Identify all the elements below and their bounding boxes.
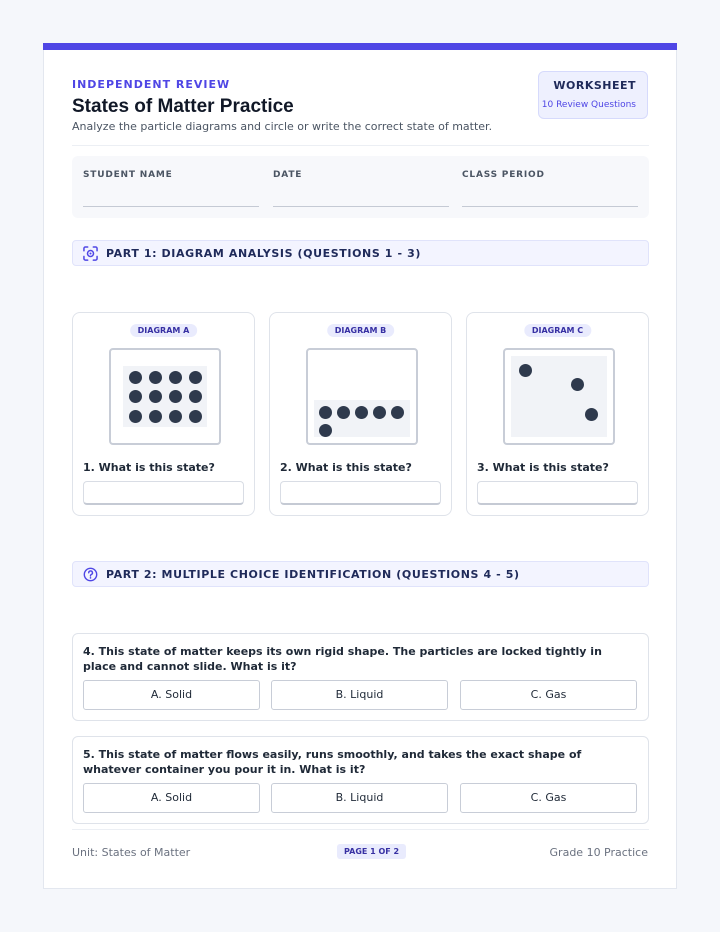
particle [149,390,162,403]
particle [189,410,202,423]
diagram-card-a [72,312,255,516]
particle-box-solid [109,348,221,445]
particle [149,410,162,423]
page-subtitle: Analyze the particle diagrams and circle or write the correct state of matter. [72,120,493,133]
answer-box-2[interactable] [280,481,441,505]
question-3: 3. What is this state? [477,461,609,474]
field-label: CLASS PERIOD [462,170,545,180]
page-title: States of Matter Practice [72,96,294,117]
question-1: 1. What is this state? [83,461,215,474]
question-2: 2. What is this state? [280,461,412,474]
field-line [273,206,449,207]
part-1-title: PART 1: DIAGRAM ANALYSIS (QUESTIONS 1 - 3) [106,247,421,260]
particle [129,410,142,423]
class-period-field[interactable] [462,170,638,180]
question-5-card [72,736,649,824]
part-2-title: PART 2: MULTIPLE CHOICE IDENTIFICATION (QUESTIONS 4 - 5) [106,568,520,581]
scan-icon [83,246,98,261]
particle [571,378,584,391]
student-name-field[interactable] [83,170,259,180]
particle [319,424,332,437]
diagram-card-c [466,312,649,516]
date-field[interactable] [273,170,449,180]
badge-title: WORKSHEET [553,79,636,92]
accent-bar [43,43,677,50]
field-line [462,206,638,207]
footer-grade: Grade 10 Practice [549,846,648,859]
part-1-header [72,240,649,266]
field-label: STUDENT NAME [83,170,173,180]
divider [72,145,649,146]
field-line [83,206,259,207]
divider [72,829,649,830]
question-5-text: 5. This state of matter flows easily, runs smoothly, and takes the exact shape of whatever container you pour it in. What is it? [83,748,582,776]
diagram-label: DIAGRAM A [130,324,198,337]
particle [519,364,532,377]
particle [129,390,142,403]
particle [149,371,162,384]
student-info-panel [72,156,649,218]
particle [391,406,404,419]
particle [169,410,182,423]
particle-box-liquid [306,348,418,445]
option-liquid-button[interactable]: B. Liquid [271,680,448,710]
particle [373,406,386,419]
part-2-header [72,561,649,587]
footer-unit: Unit: States of Matter [72,846,191,859]
particle [337,406,350,419]
worksheet-badge [538,71,648,119]
option-gas-button[interactable]: C. Gas [460,783,637,813]
particle [585,408,598,421]
particle [355,406,368,419]
answer-box-3[interactable] [477,481,638,505]
diagram-label: DIAGRAM B [327,324,395,337]
answer-box-1[interactable] [83,481,244,505]
option-solid-button[interactable]: A. Solid [83,783,260,813]
particle [319,406,332,419]
badge-subtitle: 10 Review Questions [541,100,636,110]
field-label: DATE [273,170,303,180]
particle [189,371,202,384]
particle [189,390,202,403]
option-solid-button[interactable]: A. Solid [83,680,260,710]
option-gas-button[interactable]: C. Gas [460,680,637,710]
particle [169,371,182,384]
particle-box-gas [503,348,615,445]
option-liquid-button[interactable]: B. Liquid [271,783,448,813]
page-indicator: PAGE 1 OF 2 [337,844,406,859]
question-circle-icon [83,567,98,582]
question-4-text: 4. This state of matter keeps its own rigid shape. The particles are locked tightly in place and cannot slide. What is it? [83,645,602,673]
particle [169,390,182,403]
worksheet-page [43,43,677,889]
kicker: INDEPENDENT REVIEW [72,78,231,91]
particle [129,371,142,384]
question-4-card [72,633,649,721]
diagram-label: DIAGRAM C [524,324,591,337]
diagram-card-b [269,312,452,516]
